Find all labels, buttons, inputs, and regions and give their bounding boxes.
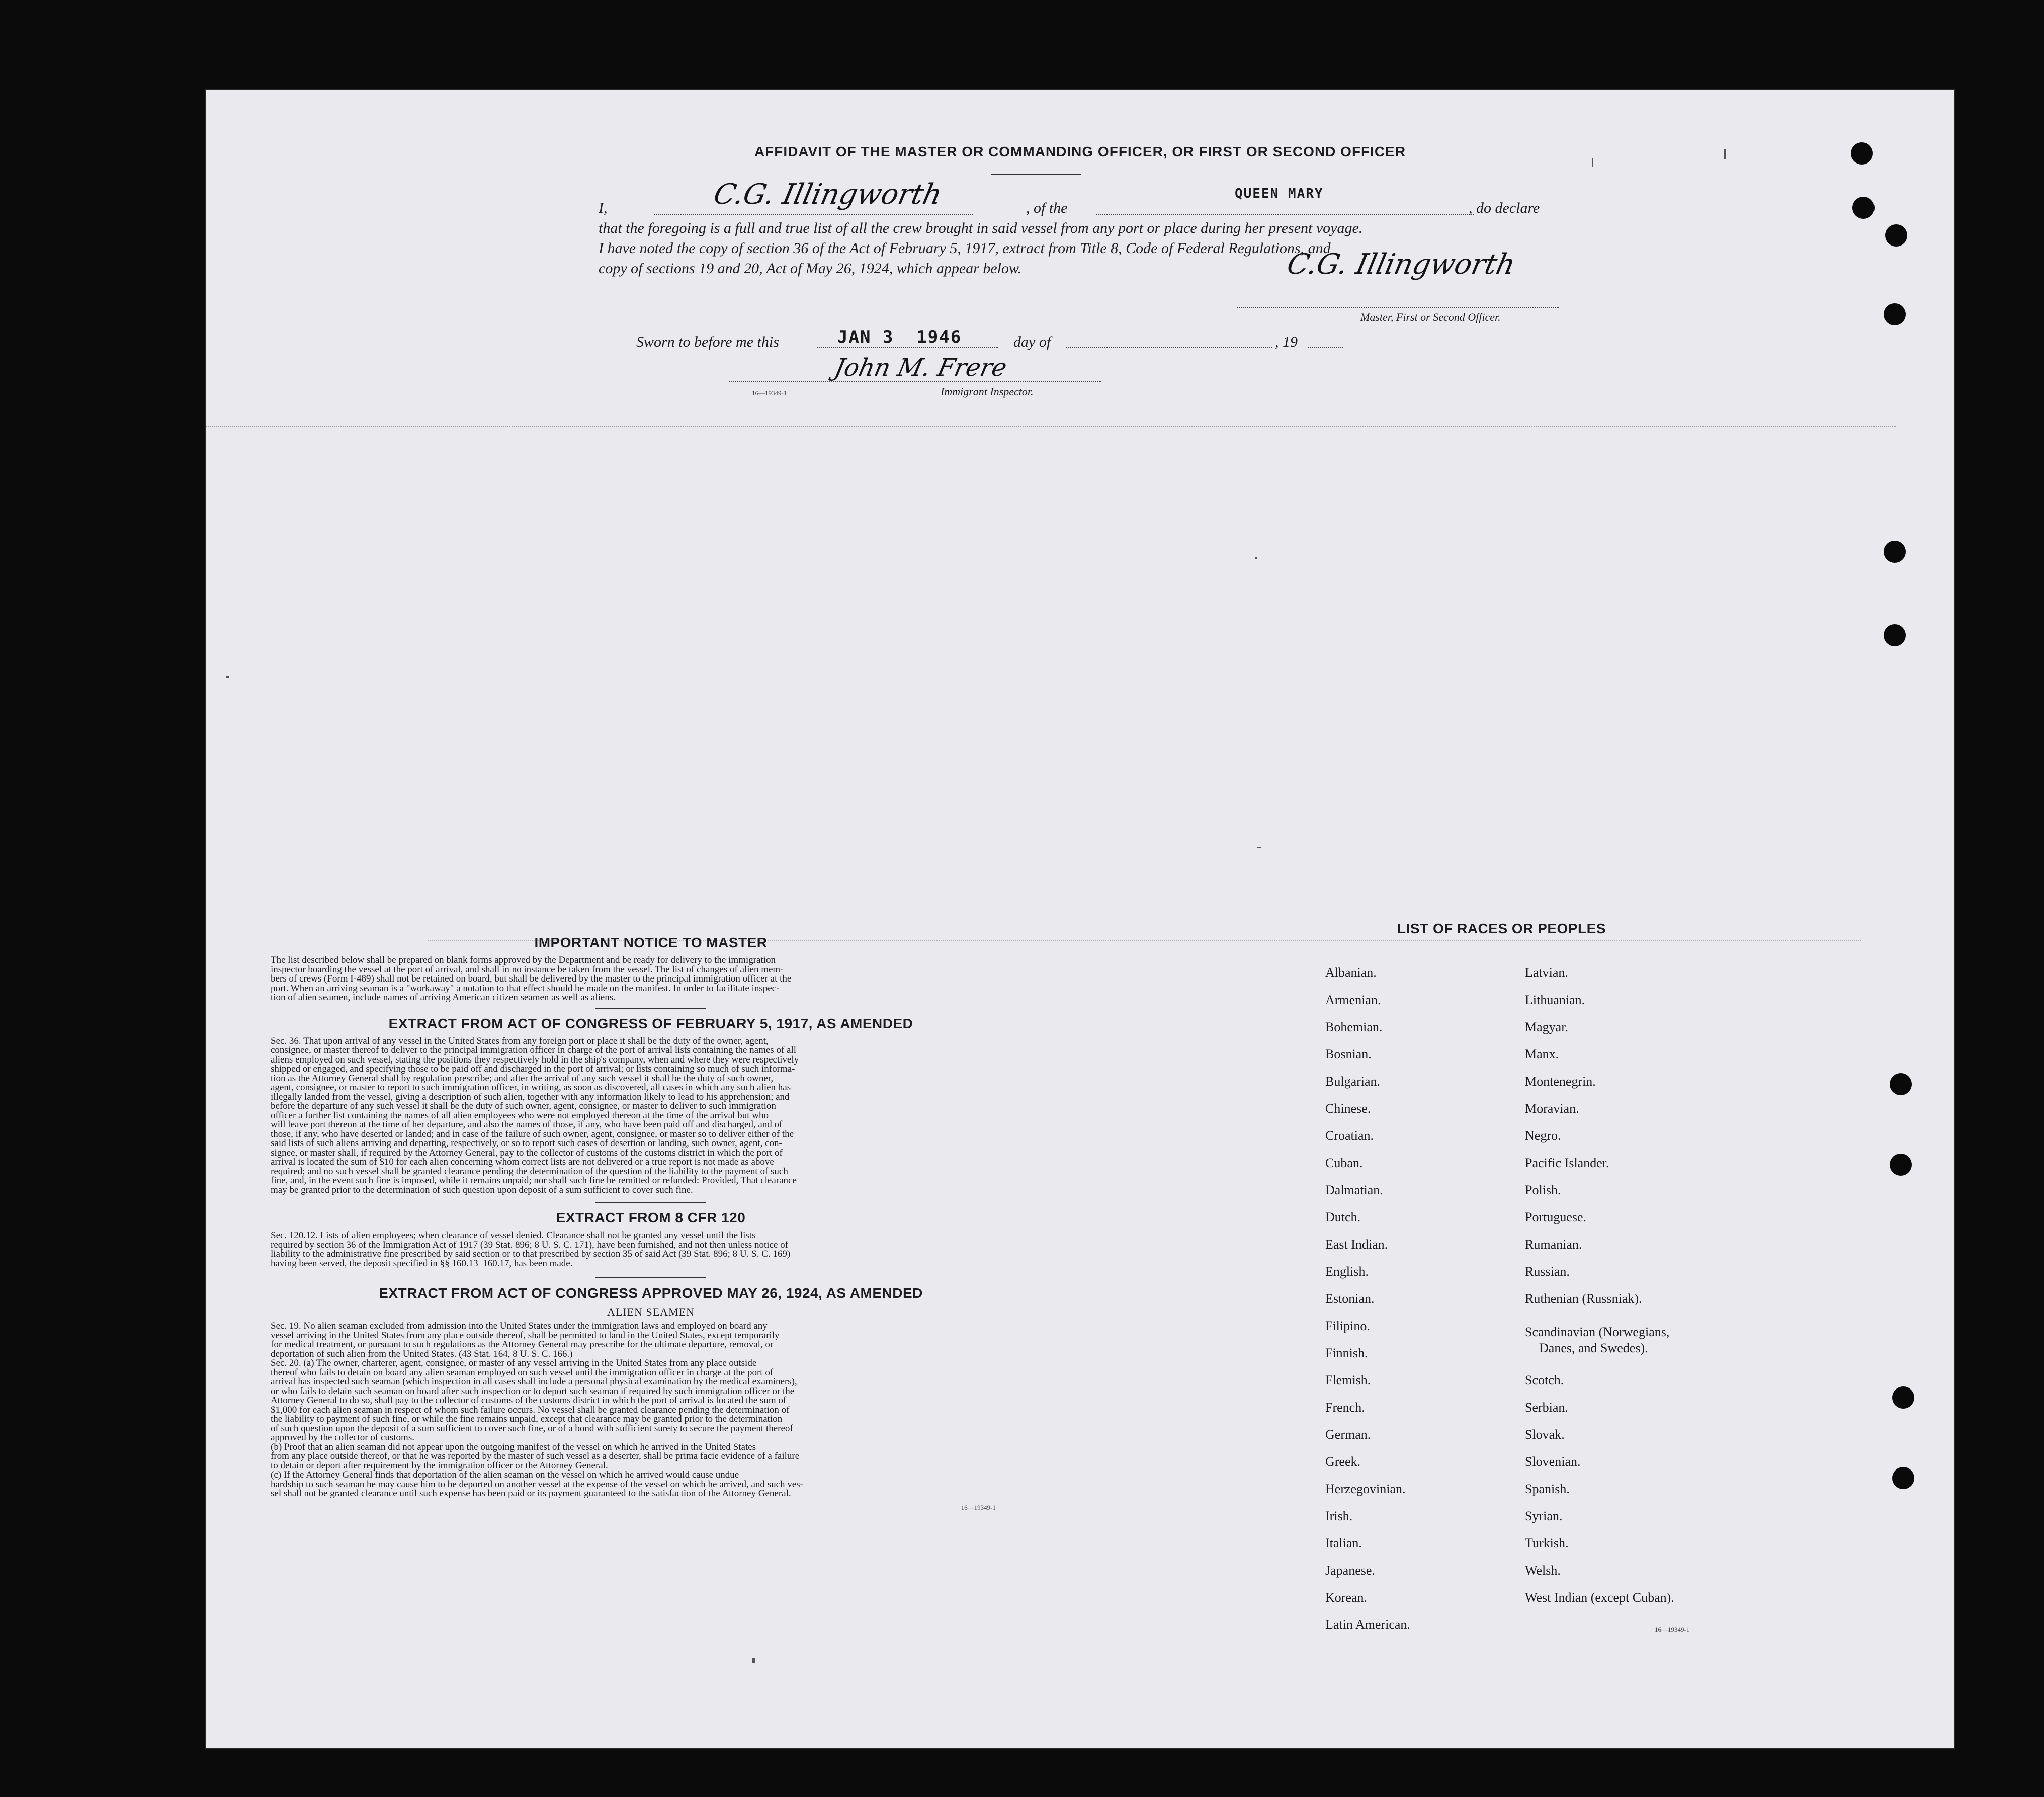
races-title: LIST OF RACES OR PEOPLES [1397, 921, 1606, 936]
race-item: Irish. [1325, 1509, 1353, 1523]
affidavit-line2: that the foregoing is a full and true list of all the crew brought in said vessel from any port or place during her present voyage. [599, 220, 1363, 236]
year-line [1308, 347, 1343, 348]
race-item: Montenegrin. [1525, 1074, 1596, 1089]
extract-1917-line: will leave port thereon at the time of her departure, and also the names of those, if any, who have been paid off and discharged, and of [271, 1119, 783, 1130]
notice-line: bers of crews (Form I-489) shall not be retained on board, but shall be delivered by the master to the principal immigration officer at the [271, 973, 792, 984]
race-item: Cuban. [1325, 1156, 1363, 1170]
perforation-line [206, 426, 1896, 427]
extract-1924-line: (b) Proof that an alien seaman did not appear upon the outgoing manifest of the vessel on which he arrived in the United States [271, 1441, 756, 1452]
title-rule [991, 174, 1081, 175]
race-item: Polish. [1525, 1183, 1561, 1197]
race-item: Welsh. [1525, 1563, 1561, 1578]
race-item: English. [1325, 1264, 1369, 1279]
race-item: French. [1325, 1400, 1365, 1415]
extract-1917-title: EXTRACT FROM ACT OF CONGRESS OF FEBRUARY 5, 1917, AS AMENDED [388, 1015, 913, 1031]
punch-hole-3 [1885, 224, 1907, 247]
race-item: Italian. [1325, 1536, 1362, 1550]
race-item: Ruthenian (Russniak). [1525, 1291, 1642, 1306]
extract-1924-line: thereof who fails to detain on board any alien seaman employed on such vessel until the immigration officer in charge at the port of [271, 1367, 774, 1378]
notice-body [271, 956, 1031, 1003]
punch-hole-5 [1884, 541, 1906, 563]
extract-1924-line: $1,000 for each alien seaman in respect of whom such failure occurs. No vessel shall be granted clearance pending the determination of [271, 1404, 790, 1415]
race-item: Japanese. [1325, 1563, 1375, 1578]
extract-1917-line: fine, and, in the event such fine is imposed, while it remains unpaid; nor shall such fine be remitted or refunded: Provided, That clearance [271, 1175, 797, 1186]
punch-hole-4 [1884, 303, 1906, 325]
race-item: Rumanian. [1525, 1237, 1582, 1252]
extract-1924-line: for medical treatment, or pursuant to such regulations as the Attorney General may prescribe for the ultimate departure, removal, or [271, 1339, 774, 1350]
race-item: East Indian. [1325, 1237, 1388, 1252]
extract-1917-line: Sec. 36. That upon arrival of any vessel in the United States from any foreign port or place it shall be the duty of the owner, agent, [271, 1035, 769, 1046]
extract-cfr-line: required by section 36 of the Immigration Act of 1917 (39 Stat. 896; 8 U. S. C. 171), have been furnished, and not then unless notice of [271, 1239, 788, 1250]
race-item: Turkish. [1525, 1536, 1569, 1550]
extract-1924-line: approved by the collector of customs. [271, 1432, 414, 1443]
race-item: Armenian. [1325, 993, 1381, 1007]
extract-1917-line: said lists of such aliens arriving and departing, respectively, or so to report such cases of desertion or landing, such owner, agent, con- [271, 1138, 782, 1149]
race-item: Slovak. [1525, 1427, 1565, 1442]
race-item: Negro. [1525, 1128, 1561, 1143]
extract-1924-line: arrival has inspected such seaman (which inspection in all cases shall include a personal physical examination by the medical examiners), [271, 1376, 797, 1387]
affidavit-line4: copy of sections 19 and 20, Act of May 26, 1924, which appear below. [599, 260, 1022, 277]
race-item: Magyar. [1525, 1020, 1568, 1034]
race-item: Portuguese. [1525, 1210, 1587, 1224]
race-item: Latin American. [1325, 1617, 1410, 1632]
punch-hole-6 [1884, 624, 1906, 646]
race-item: Pacific Islander. [1525, 1156, 1609, 1170]
extract-1917-line: before the departure of any such vessel it shall be the duty of such owner, agent, consignee, or master to deliver to such immigration [271, 1101, 776, 1111]
race-item: Manx. [1525, 1047, 1559, 1061]
extract-1917-line: may be granted prior to the determination of such question upon deposit of a sum sufficient to cover such fine. [271, 1184, 693, 1195]
race-item: Serbian. [1525, 1400, 1568, 1415]
vessel-name-line [1096, 214, 1474, 215]
extract-1924-line: sel shall not be granted clearance until such expense has been paid or its payment guaranteed to the satisfaction of the Attorney General. [271, 1488, 791, 1499]
inspector-label: Immigrant Inspector. [941, 385, 1034, 398]
race-item: Danes, and Swedes). [1539, 1341, 1648, 1355]
extract-1924-line: from any place outside thereof, or that he was reported by the master of such vessel as a deserter, shall be prima facie evidence of a failure [271, 1451, 800, 1461]
race-item: Finnish. [1325, 1346, 1368, 1360]
notice-line: inspector boarding the vessel at the port of arrival, and shall in no instance be taken from the vessel. The list of changes of alien mem- [271, 964, 784, 975]
officer-name-line [654, 214, 973, 215]
race-item: German. [1325, 1427, 1371, 1442]
punch-hole-10 [1892, 1467, 1914, 1489]
extract-1924-title: EXTRACT FROM ACT OF CONGRESS APPROVED MAY 26, 1924, AS AMENDED [379, 1285, 923, 1301]
of-the-label: , of the [1026, 200, 1068, 216]
extract-1917-line: aliens employed on such vessel, stating the positions they respectively hold in the ship's company, when and where they were respectively [271, 1054, 799, 1065]
extract-1917-line: consignee, or master thereof to deliver to the principal immigration officer in charge of the port of arrival lists containing the names of all [271, 1045, 797, 1055]
race-item: Herzegovinian. [1325, 1482, 1406, 1496]
race-item: Moravian. [1525, 1101, 1579, 1116]
extract-cfr-title: EXTRACT FROM 8 CFR 120 [556, 1210, 746, 1226]
race-item: Spanish. [1525, 1482, 1570, 1496]
race-item: Korean. [1325, 1590, 1368, 1605]
year-prefix: , 19 [1275, 334, 1298, 350]
extract-1924-line: Sec. 19. No alien seaman excluded from admission into the United States under the immigration laws and employed on board any [271, 1321, 768, 1331]
extract-1924-form-number: 16—19349-1 [961, 1503, 996, 1511]
master-label: Master, First or Second Officer. [1360, 311, 1501, 323]
extract-1917-line: agent, consignee, or master to report to such immigration officer, in writing, as soon as discovered, all cases in which any such alien has [271, 1082, 791, 1093]
race-item: Bulgarian. [1325, 1074, 1381, 1089]
punch-hole-7 [1890, 1073, 1912, 1095]
race-item: West Indian (except Cuban). [1525, 1590, 1674, 1605]
extract-1917-line: illegally landed from the vessel, giving a description of such alien, together with any information likely to lead to his apprehension; and [271, 1091, 790, 1102]
notice-line: tion of alien seamen, include names of arriving American citizen seamen as well as aliens. [271, 992, 616, 1003]
master-signature: C.G. Illingworth [1284, 248, 1518, 281]
extract-1924-line: the liability to payment of such fine, or while the fine remains unpaid, except that clearance may be granted prior to the determination [271, 1414, 783, 1424]
race-item: Greek. [1325, 1454, 1361, 1469]
extract-cfr-line: Sec. 120.12. Lists of alien employees; when clearance of vessel denied. Clearance shall not be granted any vessel until the lists [271, 1230, 756, 1241]
affidavit-line1-prefix: I, [599, 200, 608, 216]
extract-1924-line: (c) If the Attorney General finds that deportation of the alien seaman on the vessel on which he arrived would cause undue [271, 1469, 739, 1480]
race-item: Bohemian. [1325, 1020, 1383, 1034]
extract-1924-subtitle: ALIEN SEAMEN [607, 1305, 695, 1318]
day-of-label: day of [1013, 334, 1051, 350]
extract-1917-line: required; and no such vessel shall be granted clearance pending the determination of the question of the liability to the payment of such [271, 1166, 788, 1177]
race-item: Slovenian. [1525, 1454, 1581, 1469]
master-signature-line [1237, 307, 1559, 308]
race-item: Syrian. [1525, 1509, 1563, 1523]
notice-line: port. When an arriving seaman is a "workaway" a notation to that effect should be made on the manifest. In order to facilitate inspec- [271, 983, 780, 994]
race-item: Dutch. [1325, 1210, 1361, 1224]
notice-divider [595, 1008, 706, 1009]
extract-1917-body [271, 1037, 1031, 1195]
vessel-name: QUEEN MARY [1235, 186, 1324, 201]
extract-1917-divider [595, 1202, 706, 1203]
extract-1917-line: signee, or master shall, if required by the Attorney General, pay to the collector of customs of the customs district in which the port of [271, 1147, 783, 1158]
notice-column [271, 935, 1031, 1512]
extract-cfr-divider [595, 1277, 706, 1278]
race-item: Bosnian. [1325, 1047, 1372, 1061]
sworn-date-stamp: JAN 3 1946 [837, 327, 962, 347]
affidavit-title: AFFIDAVIT OF THE MASTER OR COMMANDING OFFICER, OR FIRST OR SECOND OFFICER [754, 144, 1406, 159]
extract-1917-line: those, if any, who have deserted or landed; and in case of the failure of such owner, agent, consignee, or master so to deliver either of the [271, 1128, 794, 1139]
race-item: Flemish. [1325, 1373, 1371, 1387]
race-item: Filipino. [1325, 1319, 1370, 1333]
race-item: Albanian. [1325, 965, 1377, 980]
extract-1917-line: officer a further list containing the names of all alien employees who were not employed thereon at the time of the arrival but who [271, 1110, 769, 1121]
extract-1924-line: of such question upon the deposit of a sum sufficient to cover such fine, or of a bond with sufficient surety to secure the payment thereof [271, 1423, 793, 1434]
extract-1917-line: arrival is located the sum of $10 for each alien concerning whom correct lists are not delivered or a true report is not made as above [271, 1157, 774, 1167]
race-item: Latvian. [1525, 965, 1568, 980]
races-form-number: 16—19349-1 [1655, 1626, 1690, 1633]
race-item: Estonian. [1325, 1291, 1375, 1306]
sworn-date-line [817, 347, 998, 348]
extract-1917-line: shipped or engaged, and specifying those to be paid off and discharged in the port of arrival; or lists containing so much of such informa- [271, 1064, 795, 1074]
race-item: Scotch. [1525, 1373, 1564, 1387]
extract-1917-line: tion as the Attorney General shall by regulation prescribe; and after the arrival of any such vessel it shall be the duty of such owner, [271, 1073, 774, 1084]
affidavit-form-number: 16—19349-1 [752, 389, 787, 397]
manifest-page [206, 90, 1954, 1748]
extract-cfr-line: having been served, the deposit specified in §§ 160.13–160.17, has been made. [271, 1258, 573, 1269]
race-item: Chinese. [1325, 1101, 1371, 1116]
extract-cfr-body [271, 1231, 1031, 1268]
extract-1924-line: vessel arriving in the United States from any place outside thereof, shall be permitted to land in the United States, except temporarily [271, 1330, 780, 1341]
do-declare-label: , do declare [1469, 200, 1540, 216]
extract-cfr-line: liability to the administrative fine prescribed by said section or to that prescribed by section 35 of said Act (39 Stat. 896; 8 U. S. C. 169) [271, 1249, 791, 1259]
inspector-signature: John M. Frere [832, 354, 1009, 382]
extract-1924-line: Attorney General to do so, shall pay to the collector of customs of the customs district in which the port of arrival is located the sum of [271, 1395, 787, 1406]
race-item: Croatian. [1325, 1128, 1374, 1143]
extract-1924-line: to detain or deport after requirement by the immigration officer or the Attorney General. [271, 1460, 608, 1471]
race-item: Scandinavian (Norwegians, [1525, 1325, 1670, 1339]
race-item: Russian. [1525, 1264, 1570, 1279]
extract-1924-line: or who fails to detain such seaman on board after such inspection or to deport such seaman if required by such immigration officer or the [271, 1385, 795, 1397]
extract-1924-line: Sec. 20. (a) The owner, charterer, agent, consignee, or master of any vessel arriving in the United States from any place outside [271, 1358, 757, 1368]
race-item: Dalmatian. [1325, 1183, 1383, 1197]
punch-hole-2 [1852, 197, 1875, 219]
punch-hole-8 [1890, 1154, 1912, 1176]
month-line [1066, 347, 1272, 348]
sworn-prefix: Sworn to before me this [636, 334, 779, 350]
extract-1924-body [271, 1322, 1031, 1499]
punch-hole-9 [1892, 1386, 1914, 1409]
extract-1924-line: hardship to such seaman he may cause him to be deported on another vessel at the expense of the vessel on which he arrived, and such ves- [271, 1479, 803, 1490]
extract-1924-line: deportation of such alien from the United States. (43 Stat. 164, 8 U. S. C. 166.) [271, 1348, 573, 1359]
notice-title: IMPORTANT NOTICE TO MASTER [534, 935, 768, 950]
officer-signature: C.G. Illingworth [711, 178, 945, 211]
race-item: Lithuanian. [1525, 993, 1585, 1007]
notice-line: The list described below shall be prepared on blank forms approved by the Department and be ready for delivery to the immigration [271, 955, 776, 965]
affidavit-line3: I have noted the copy of section 36 of the Act of February 5, 1917, extract from Title 8, Code of Federal Regulations, and [599, 240, 1331, 257]
